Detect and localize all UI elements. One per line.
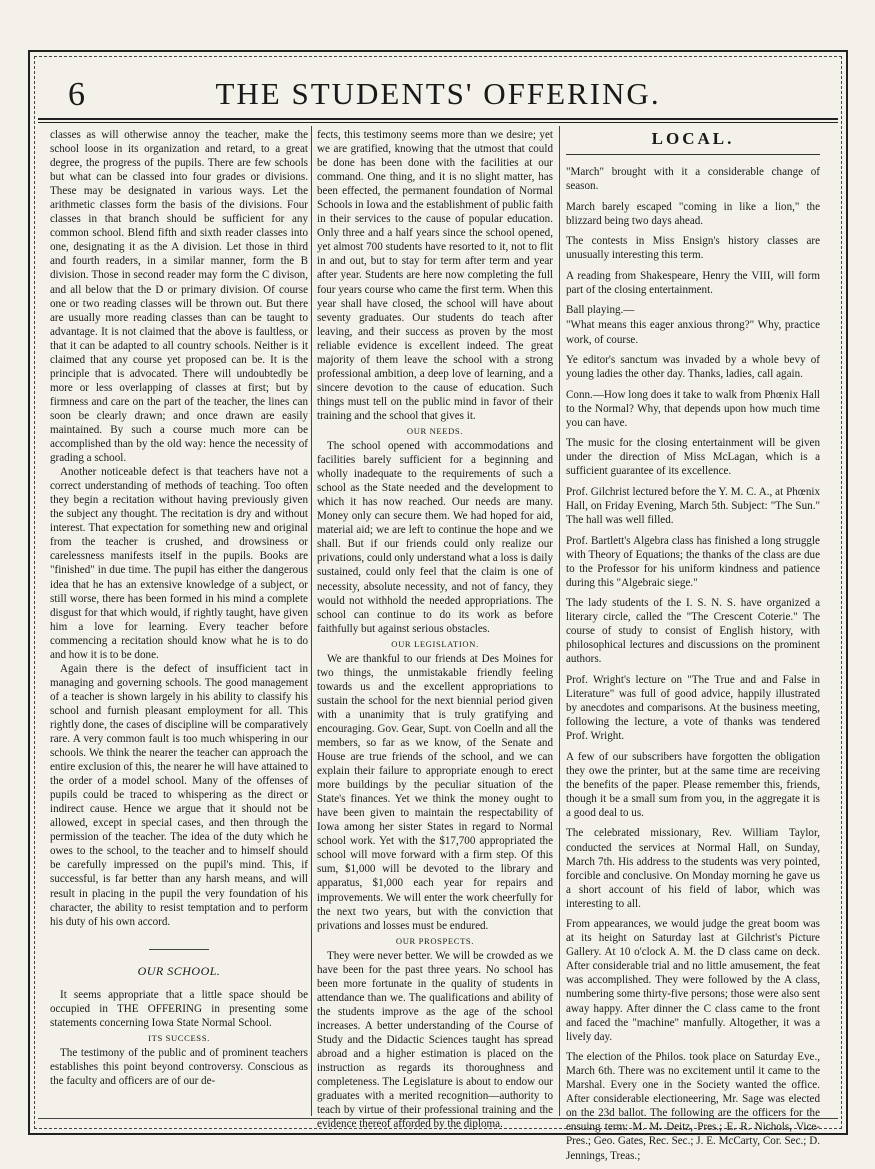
our-legislation-heading: OUR LEGISLATION. bbox=[391, 638, 479, 649]
article-paragraph: fects, this testimony seems more than we desire; yet we are gratified, knowing that the utmost that could be done has been done with the facilities at our command. One thing, and it is no slight matter, has been effected, the permanent foundation of Normal Schools in Iowa and the establishment of public faith in their services to the cause of popular education. Only three and a half years since the school opened, yet almost 700 students have resorted to it, not to flit in and out, but to stay for term after term and year after year. Students are here now completing the full four years course who came the first term. When this year shall have closed, the school will have about seventy graduates. Our students do teach after leaving, and their success as proven by the most reliable evidence is excellent indeed. The great majority of them leave the school with a strong professional ambition, a deep love of learning, and a sincere devotion to the cause of education. Such things must tell on the public mind in favor of their training and the school that gives it. bbox=[317, 129, 554, 422]
local-item: The contests in Miss Ensign's history classes are unusually interesting this term. bbox=[566, 235, 820, 262]
our-prospects-paragraph: They were never better. We will be crowded as we have been for the past three years. No school has been more fortunate in the quality of students in attendance than we. The qualifications and ability of the students improve as the age of the school increases. A better understanding of the Course of Study and the Didactic Sciences taught has spread abroad and a higher estimation is placed on the instruction as regards its thoroughness and completeness. The Legislature is about to endow our graduates with a merited recognition—authority to teach by virtue of their professional training and the evidence thereof afforded by the diploma. bbox=[317, 949, 553, 1131]
local-item: Conn.—How long does it take to walk from Phœnix Hall to the Normal? Why, that depends upon how much time you can have. bbox=[566, 388, 820, 429]
local-item: Prof. Bartlett's Algebra class has finished a long struggle with Theory of Equations; the thanks of the class are due to the Professor for his uniform kindness and patience during this "Algebraic siege." bbox=[566, 534, 820, 589]
article-paragraph: Another noticeable defect is that teachers have not a correct understanding of methods of teaching. Too often they begin a recitation without having previously given the subject any thought. The recitation is dry and without interest. That expectation for something new and original from the teacher is crushed, and drowsiness or carelessness manifests itself in the pupils. Books are "finished" in due time. The pupil has either the dangerous idea that he has an extensive knowledge of a subject, or still worse, there has been formed in his mind a complete disgust for that which would, if rightly taught, have given him a love for learning. Every teacher before commencing a recitation should know what he is to do and how it is to be done. bbox=[50, 466, 308, 661]
our-legislation-paragraph: We are thankful to our friends at Des Moines for two things, the unmistakable friendly feeling towards us and the excellent appropriations to sustain the school for the next biennial period given with a unanimity that is truly gratifying and encouraging. Gov. Gear, Supt. von Coelln and all the members, so far as we know, of the Senate and House are true friends of the school, and we can explain their failure to appropriate enough to erect more buildings by the peculiar situation of the State's finances. Yet we think the money ought to have been given to maintain the respectability of Iowa among her sister States in regard to Normal school work. Yet with the $17,700 appropriated the school will move forward with a firm step. Of this sum, $1,000 will be devoted to the library and apparatus, $1,000 each year for repairs and improvements. We will enter the work cheerfully for the next two years, but with the conviction that privations and losses must be endured. bbox=[317, 652, 553, 932]
column-3 bbox=[566, 128, 820, 1169]
page-number: 6 bbox=[68, 76, 85, 113]
local-item: Prof. Wright's lecture on "The True and and False in Literature" was full of good advice, happily illustrated by anecdotes and comparisons. At the business meeting, following the lecture, a vote of thanks was tendered Prof. Wright. bbox=[566, 674, 820, 743]
local-heading: LOCAL. bbox=[651, 129, 735, 148]
local-item: From appearances, we would judge the great boom was at its height on Saturday last at Gilchrist's Picture Gallery. At 10 o'clock A. M. the D class came on deck. After considerable trial and no little amusement, the feat was accomplished. They were followed by the A class, numbering some thirty-five persons; those were also sent away happy. After dinner the C class came to the front and faced the "machine" manfully. Altogether, it was a lively day. bbox=[566, 918, 820, 1043]
local-item: Ye editor's sanctum was invaded by a whole bevy of young ladies the other day. Thanks, ladies, call again. bbox=[566, 354, 820, 381]
local-item: "What means this eager anxious throng?" Why, practice work, of course. bbox=[566, 319, 820, 346]
column-divider-1 bbox=[311, 126, 312, 1116]
article-paragraph: classes as will otherwise annoy the teacher, make the school loose in its organization and retard, to a great degree, the progress of the pupils. There are few schools but what can be classed into four grades or divisions. These may be designated in various ways. Let the arithmetic classes form the basis of the divisions. Four classes in that branch should be sufficient for any common school. Blend fifth and sixth reader classes into one, designating it as the A division. Let those in third and fourth readers, in a similar manner, form the B division. Those in second reader may form the C divison, and all below that the D or primary division. Of course one or two reading classes will be thrown out. But there are usually more reading classes than can be taught to advantage. It is not claimed that the above is faultless, or that it can be adapted to all country schools. Neither is it claimed that any course yet proposed can be. It is the principle that is advocated. There will undoubtedly be more or less overlapping of classes at first; but by firmness and care on the part of the teacher, the lines can soon be clearly drawn; and once drawn are easily maintained. By such a course much more can be accomplished than by the old way: hence the necessity of grading a school. bbox=[50, 129, 308, 465]
its-success-paragraph: The testimony of the public and of prominent teachers establishes this point beyond controversy. Conscious as the faculty and officers are of our de- bbox=[50, 1046, 308, 1087]
our-prospects-heading: OUR PROSPECTS. bbox=[395, 935, 475, 946]
local-item: Ball playing.— bbox=[566, 304, 635, 317]
local-item: The music for the closing entertainment will be given under the direction of Miss McLagan, which is a sufficient guarantee of its excellence. bbox=[566, 437, 820, 478]
header-rule-thick bbox=[38, 118, 838, 120]
section-separator bbox=[149, 949, 209, 950]
local-item: The election of the Philos. took place on Saturday Eve., March 6th. There was no excitement until it came to the Marshal. Every one in the Society wanted the office. After considerable electioneering, Mr. Sage was elected on the 23d ballot. The following are the officers for the ensuing term: M. M. Deitz, Pres.; E. R. Nichols, Vice-Pres.; Geo. Gates, Rec. Sec.; J. E. McCarty, Cor. Sec.; D. Jennings, Treas.; bbox=[566, 1051, 820, 1162]
footer-rule bbox=[38, 1118, 838, 1119]
page-header bbox=[38, 62, 838, 122]
column-2 bbox=[317, 128, 553, 1131]
masthead-title: THE STUDENTS' OFFERING. bbox=[215, 76, 661, 111]
local-item: Prof. Gilchrist lectured before the Y. M. C. A., at Phœnix Hall, on Friday Evening, March 5th. Subject: "The Sun." The hall was well filled. bbox=[566, 485, 820, 527]
our-needs-heading: OUR NEEDS. bbox=[406, 425, 464, 436]
local-item: A few of our subscribers have forgotten the obligation they owe the printer, but at the same time are receiving the benefits of the paper. Please remember this, friends, though it be a small sum from you, in the aggregate it is a good deal to us. bbox=[566, 750, 820, 819]
column-1 bbox=[50, 128, 308, 1088]
local-item: The lady students of the I. S. N. S. have organized a literary circle, called the "The Crescent Coterie." The course of study to consist of English history, with philosophical lectures and discussions on the prominent authors. bbox=[566, 597, 820, 666]
local-heading-rule bbox=[566, 154, 820, 155]
local-item: March barely escaped "coming in like a lion," the blizzard being two days ahead. bbox=[566, 200, 820, 227]
column-divider-2 bbox=[559, 126, 560, 1116]
its-success-heading: ITS SUCCESS. bbox=[148, 1032, 210, 1043]
our-needs-paragraph: The school opened with accommodations and facilities barely sufficient for a beginning and wholly inadequate to the requirements of such a school as the State needed and the development to which it has now reached. Our needs are many. Money only can secure them. We had hoped for aid, material aid; we are left to continue the hope and we shall. But if our friends could only realize our privations, could only understand what a loss is daily sustained, could only feel that the claim is one of necessity, absolute necessity, and not of fancy, they would not withhold the needed appropriations. The school can continue to do its work as before faithfully but against serious obstacles. bbox=[317, 440, 553, 635]
local-item: A reading from Shakespeare, Henry the VIII, will form part of the closing entertainment. bbox=[566, 269, 820, 296]
article-paragraph: Again there is the defect of insufficient tact in managing and governing schools. The good management of a teacher is shown largely in his ability to classify his school and furnish pleasant employment for all. This rightly done, the cases of discipline will be comparatively rare. A very common fault is too much whispering in our schools. We think the nearer the teacher can approach the entire exclusion of this, the nearer he will have attained to the order of a model school. Many of the offenses of pupils could be traced to whispering as the direct or indirect cause. Hence we argue that it should not be allowed, except in special cases, and then through the permission of the teacher. The idea of the duty which he owes to the school, to the teacher and to himself should be carefully impressed on the pupil's mind. This, if successful, is far better than any harsh means, and will result in placing in the pupil the very foundation of his character, the ability to resist temptation and to perform his duty of his own accord. bbox=[50, 662, 308, 928]
local-item: "March" brought with it a considerable change of season. bbox=[566, 166, 820, 193]
header-rule-thin bbox=[38, 122, 838, 123]
our-school-heading: OUR SCHOOL. bbox=[137, 963, 221, 978]
local-item: The celebrated missionary, Rev. William Taylor, conducted the services at Normal Hall, on Sunday, March 7th. His address to the students was very pointed, forcible and conclusive. On Monday morning he gave us a short account of his field of labor, which was interesting to all. bbox=[566, 827, 820, 910]
our-school-paragraph: It seems appropriate that a little space should be occupied in THE OFFERING in presenting some statements concerning Iowa State Normal School. bbox=[50, 988, 308, 1029]
